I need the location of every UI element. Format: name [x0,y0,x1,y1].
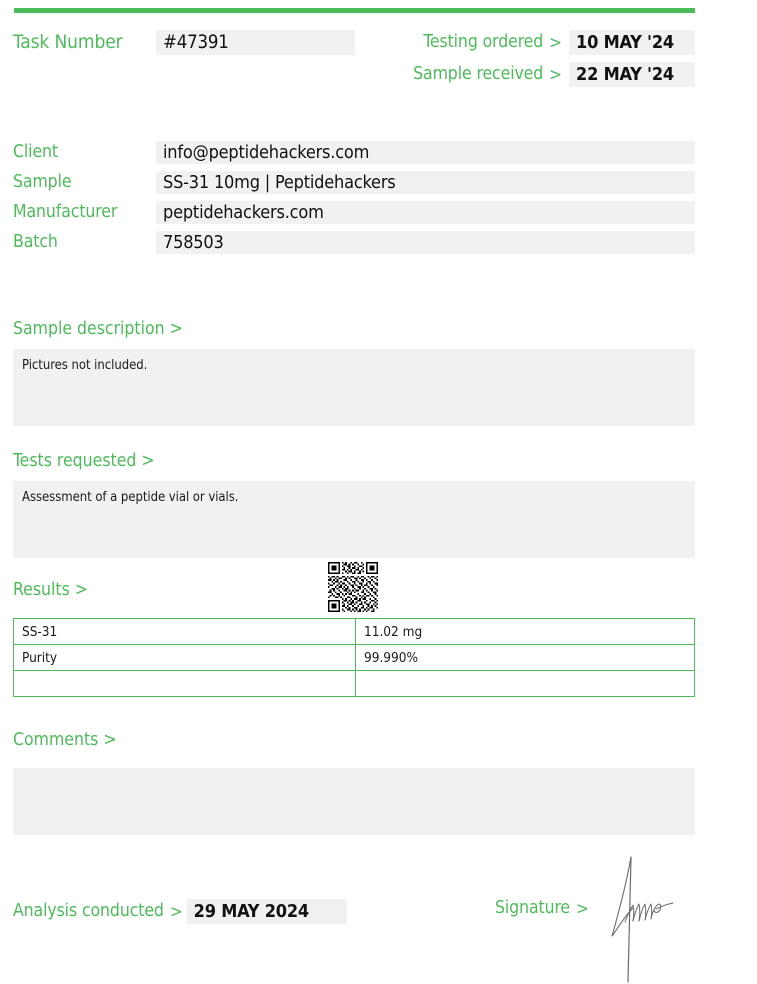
sample-info-list [13,141,695,261]
batch-label: Batch [13,231,58,252]
result-name [14,671,356,697]
chevron-right-icon: > [576,899,589,919]
testing-ordered-value: 10 MAY '24 [569,30,695,55]
task-number-label: Task Number [13,31,123,53]
sample-received-row [400,62,695,87]
chevron-right-icon: > [549,64,562,85]
top-divider-rule [14,8,695,13]
signature-label: Signature [495,898,571,919]
sample-description-body: Pictures not included. [13,349,695,426]
chevron-right-icon: > [169,901,183,922]
analysis-conducted-label: Analysis conducted [13,900,164,921]
info-row-manufacturer [13,201,695,224]
info-row-sample [13,171,695,194]
result-value [356,671,695,697]
table-row [14,619,695,645]
signature-row [495,899,589,919]
comments-heading: Comments > [13,730,117,750]
results-table [13,618,695,697]
tests-requested-body: Assessment of a peptide vial or vials. [13,481,695,558]
analysis-conducted-row [13,899,347,924]
sample-value: SS-31 10mg | Peptidehackers [156,171,695,194]
testing-ordered-row [400,30,695,55]
sample-description-heading: Sample description > [13,319,183,339]
signature-image [600,852,710,984]
tests-requested-heading: Tests requested > [13,451,155,471]
result-value: 11.02 mg [356,619,695,645]
date-fields [400,30,695,94]
sample-label: Sample [13,171,72,192]
results-heading: Results > [13,580,88,600]
chevron-right-icon: > [549,32,562,53]
result-value: 99.990% [356,645,695,671]
sample-received-label: Sample received [413,63,544,84]
manufacturer-value: peptidehackers.com [156,201,695,224]
client-value: info@peptidehackers.com [156,141,695,164]
client-label: Client [13,141,58,162]
testing-ordered-label: Testing ordered [423,31,544,52]
result-name: SS-31 [14,619,356,645]
table-row [14,671,695,697]
sample-received-value: 22 MAY '24 [569,62,695,87]
table-row [14,645,695,671]
info-row-client [13,141,695,164]
info-row-batch [13,231,695,254]
qr-code-icon [324,562,382,612]
task-number-value: #47391 [156,30,355,55]
result-name: Purity [14,645,356,671]
batch-value: 758503 [156,231,695,254]
analysis-conducted-date: 29 MAY 2024 [187,899,347,924]
comments-body [13,768,695,835]
manufacturer-label: Manufacturer [13,201,118,222]
